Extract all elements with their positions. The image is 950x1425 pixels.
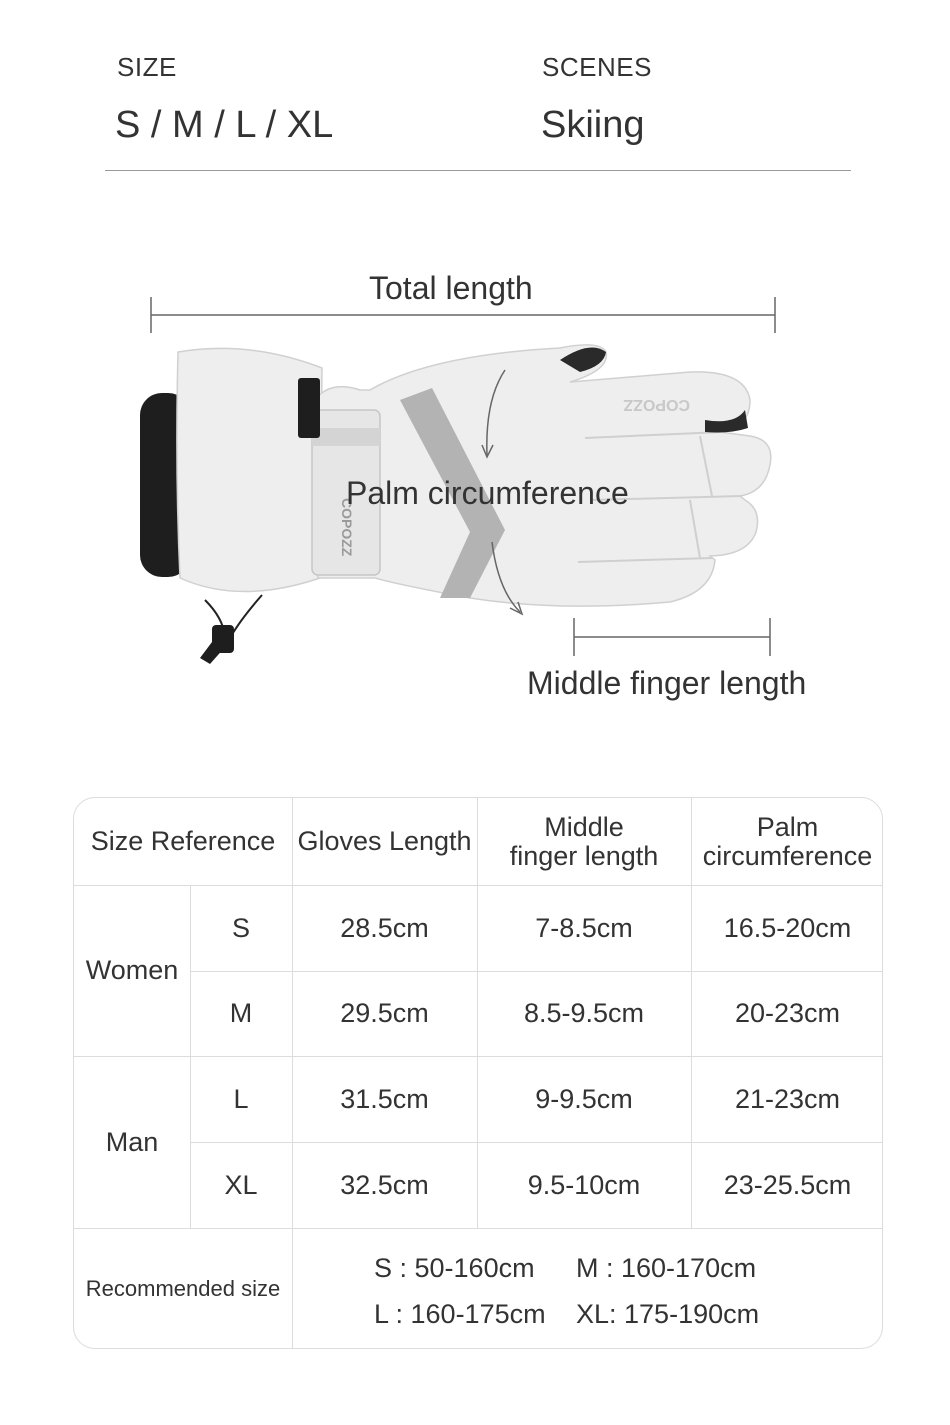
recommended-size-label: Recommended size (85, 1276, 281, 1302)
middle-finger-length-label: Middle finger length (527, 665, 807, 701)
scenes-value: Skiing (541, 104, 645, 146)
header-palm-line2: circumference (702, 840, 873, 871)
table-row-palm: 21-23cm (734, 1083, 841, 1114)
recommended-m: M : 160-170cm (576, 1253, 757, 1283)
palm-circumference-label: Palm circumference (346, 475, 629, 511)
group-women: Women (85, 955, 179, 986)
table-row-size: M (229, 998, 253, 1029)
table-row-size: L (233, 1083, 249, 1114)
header-middle-finger-length (477, 798, 691, 885)
table-row-length: 31.5cm (340, 1083, 429, 1114)
recommended-xl: XL: 175-190cm (576, 1299, 760, 1329)
header-palm-line1: Palm (756, 812, 819, 843)
table-row-palm: 16.5-20cm (723, 912, 852, 943)
header-palm-circumference (691, 798, 883, 885)
header-gloves-length: Gloves Length (297, 826, 472, 857)
table-row-length: 29.5cm (340, 998, 429, 1029)
middle-finger-dimension (574, 618, 770, 656)
brand-cuff-text: COPOZZ (339, 498, 355, 557)
table-row-size: S (231, 912, 250, 943)
table-row-finger: 7-8.5cm (535, 912, 633, 943)
header-middle-finger-line2: finger length (509, 840, 659, 871)
table-row-finger: 8.5-9.5cm (523, 998, 645, 1029)
size-table (73, 797, 883, 1349)
brand-back-text: COPOZZ (623, 396, 690, 413)
scenes-label: SCENES (542, 52, 652, 82)
table-row-palm: 23-25.5cm (723, 1169, 852, 1200)
table-row-finger: 9.5-10cm (527, 1169, 641, 1200)
table-row-size: XL (224, 1169, 258, 1200)
total-length-label: Total length (369, 270, 533, 306)
recommended-l: L : 160-175cm (374, 1299, 546, 1329)
size-value: S / M / L / XL (115, 104, 334, 146)
header-size-reference: Size Reference (90, 826, 276, 857)
table-row-finger: 9-9.5cm (535, 1083, 633, 1114)
glove-diagram (0, 260, 950, 720)
table-row-palm: 20-23cm (734, 998, 841, 1029)
strap-buckle (312, 428, 380, 446)
table-row-length: 28.5cm (340, 912, 429, 943)
drawstring-toggle (200, 595, 262, 664)
table-row-length: 32.5cm (340, 1169, 429, 1200)
recommended-s: S : 50-160cm (374, 1253, 535, 1283)
group-man: Man (105, 1126, 159, 1157)
size-label: SIZE (117, 52, 177, 82)
top-divider (105, 170, 851, 171)
header-middle-finger-line1: Middle (544, 812, 624, 843)
